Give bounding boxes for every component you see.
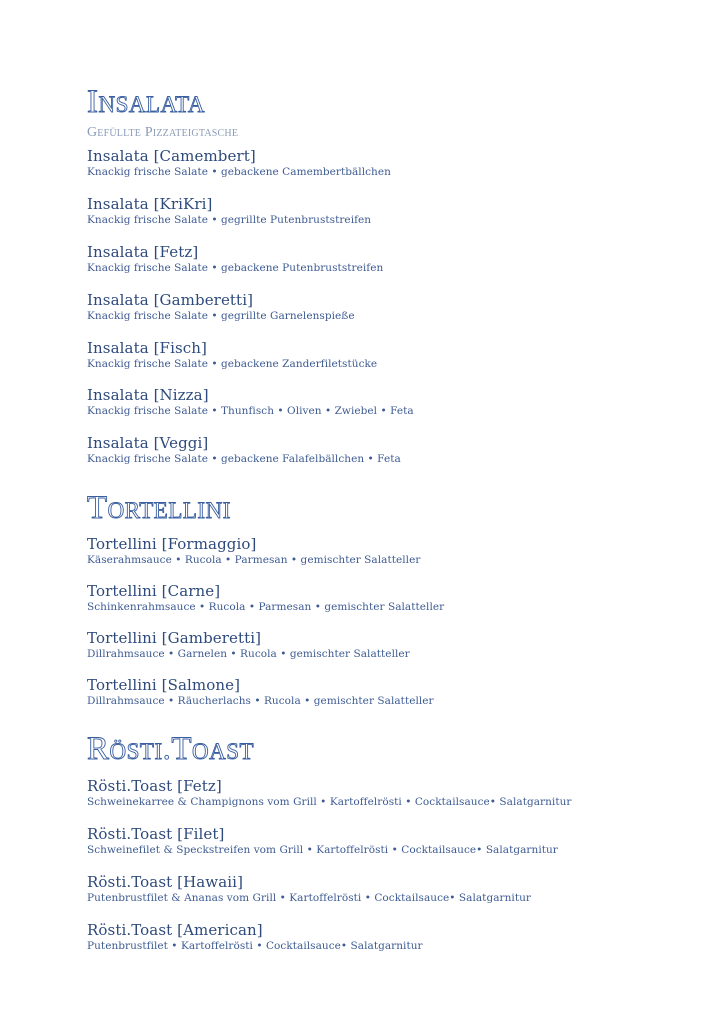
menu-item	[87, 243, 383, 275]
menu-item	[87, 582, 444, 614]
item-description: Putenbrustfilet & Ananas vom Grill • Kartoffelrösti • Cocktailsauce• Salatgarnitur	[87, 892, 531, 904]
item-title: Insalata [KriKri]	[87, 195, 213, 213]
item-description: Knackig frische Salate • Thunfisch • Oliven • Zwiebel • Feta	[87, 405, 414, 417]
item-description: Knackig frische Salate • gebackene Falafelbällchen • Feta	[87, 453, 401, 465]
section-title-insalata: Insalata	[87, 84, 205, 120]
item-title: Rösti.Toast [Hawaii]	[87, 873, 244, 891]
section-subtitle-insalata: Gefüllte Pizzateigtasche	[87, 125, 239, 140]
menu-item	[87, 147, 391, 179]
item-title: Insalata [Fetz]	[87, 243, 199, 261]
item-description: Dillrahmsauce • Garnelen • Rucola • gemischter Salatteller	[87, 648, 410, 660]
item-title: Rösti.Toast [American]	[87, 921, 263, 939]
item-description: Putenbrustfilet • Kartoffelrösti • Cocktailsauce• Salatgarnitur	[87, 940, 423, 952]
item-description: Schweinekarree & Champignons vom Grill • Kartoffelrösti • Cocktailsauce• Salatgarnitur	[87, 796, 572, 808]
item-title: Tortellini [Gamberetti]	[87, 629, 262, 647]
section-title-roesti-toast: Rösti.Toast	[87, 731, 255, 767]
item-description: Knackig frische Salate • gebackene Zanderfiletstücke	[87, 358, 378, 370]
section-title-tortellini: Tortellini	[87, 490, 231, 526]
item-description: Knackig frische Salate • gegrillte Putenbruststreifen	[87, 214, 372, 226]
menu-item	[87, 825, 558, 857]
item-title: Rösti.Toast [Filet]	[87, 825, 225, 843]
menu-item	[87, 873, 531, 905]
item-title: Rösti.Toast [Fetz]	[87, 777, 222, 795]
menu-item	[87, 535, 420, 567]
menu-item	[87, 629, 410, 661]
item-description: Käserahmsauce • Rucola • Parmesan • gemischter Salatteller	[87, 554, 421, 566]
menu-item	[87, 339, 377, 371]
item-description: Schinkenrahmsauce • Rucola • Parmesan • gemischter Salatteller	[87, 601, 445, 613]
item-title: Tortellini [Carne]	[87, 582, 221, 600]
menu-item	[87, 386, 414, 418]
item-description: Knackig frische Salate • gegrillte Garnelenspieße	[87, 310, 355, 322]
menu-item	[87, 291, 355, 323]
menu-item	[87, 676, 434, 708]
item-title: Insalata [Fisch]	[87, 339, 207, 357]
menu-item	[87, 195, 371, 227]
item-title: Insalata [Veggi]	[87, 434, 209, 452]
item-description: Knackig frische Salate • gebackene Camembertbällchen	[87, 166, 391, 178]
menu-item	[87, 921, 423, 953]
item-title: Insalata [Gamberetti]	[87, 291, 254, 309]
item-description: Knackig frische Salate • gebackene Putenbruststreifen	[87, 262, 384, 274]
item-title: Tortellini [Salmone]	[87, 676, 241, 694]
item-description: Schweinefilet & Speckstreifen vom Grill • Kartoffelrösti • Cocktailsauce• Salatgarnitur	[87, 844, 558, 856]
menu-item	[87, 434, 401, 466]
menu-item	[87, 777, 572, 809]
item-title: Insalata [Nizza]	[87, 386, 209, 404]
item-title: Insalata [Camembert]	[87, 147, 256, 165]
item-title: Tortellini [Formaggio]	[87, 535, 257, 553]
item-description: Dillrahmsauce • Räucherlachs • Rucola • gemischter Salatteller	[87, 695, 434, 707]
